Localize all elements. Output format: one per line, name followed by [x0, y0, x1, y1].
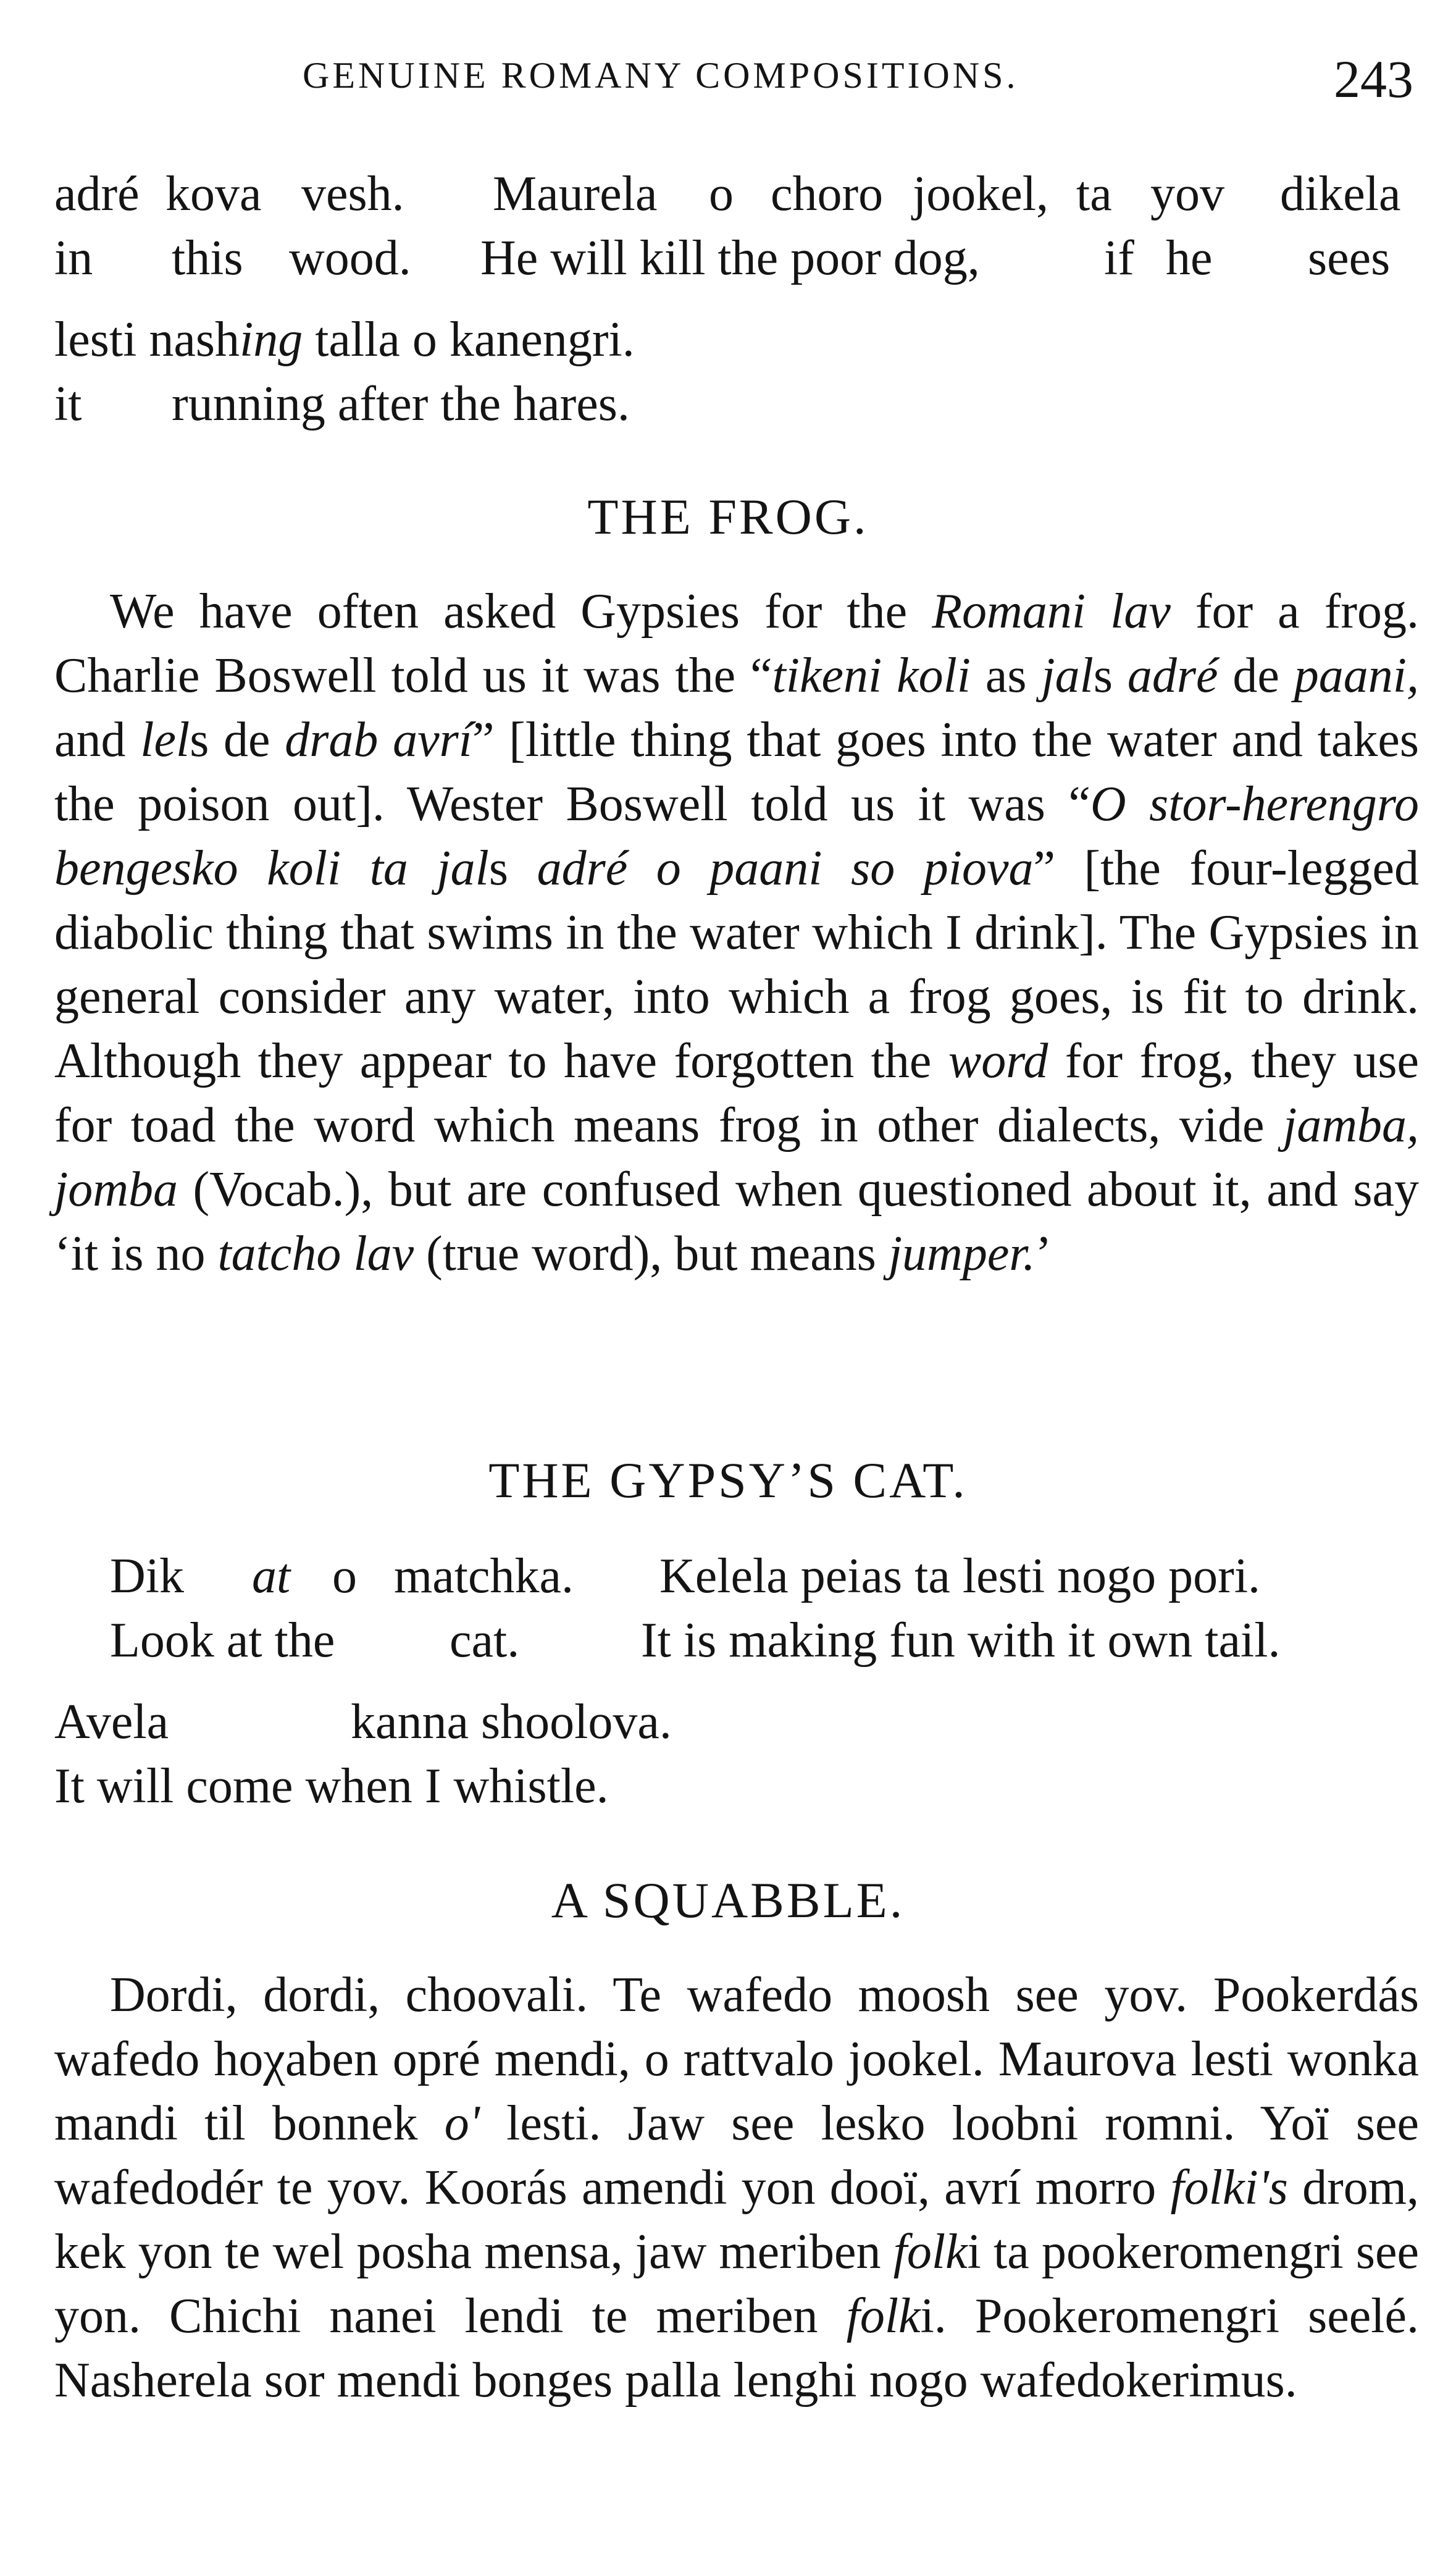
word: it: [54, 377, 82, 431]
section-heading-frog: THE FROG.: [587, 489, 869, 545]
frog-paragraph: [54, 579, 1419, 1286]
word: o: [332, 1549, 357, 1603]
word: ta: [1076, 167, 1112, 221]
word: cat.: [450, 1613, 520, 1668]
running-title: GENUINE ROMANY COMPOSITIONS.: [303, 55, 1019, 96]
page-header: [0, 48, 1456, 122]
word: he: [1166, 231, 1213, 285]
section-heading-squabble: A SQUABBLE.: [551, 1872, 905, 1928]
phrase: Look at the: [110, 1613, 335, 1668]
phrase: kanna shoolova.: [351, 1695, 672, 1749]
phrase: It will come when I whistle.: [54, 1759, 609, 1813]
word: adré: [54, 167, 140, 221]
word: sees: [1308, 231, 1391, 285]
section-heading-cat: THE GYPSY’S CAT.: [488, 1452, 968, 1508]
word: He will kill the poor dog,: [480, 231, 980, 285]
squabble-paragraph: [54, 1963, 1419, 2412]
word: yov: [1150, 167, 1224, 221]
paragraph: We have often asked Gypsies for the Romani lav for a frog. Charlie Boswell told us it was the “tikeni koli as jals adré de paani, and lels de drab avrí” [little thing that goes into the water and takes the poison out]. Wester Boswell told us it was “O stor-herengro bengesko koli ta jals adré o paani so piova” [the four-legged diabolic thing that swims in the water which I drink]. The Gypsies in general consider any water, into which a frog goes, is fit to drink. Although they appear to have forgotten the word for frog, they use for toad the word which means frog in other dialects, vide jamba, jomba (Vocab.), but are confused when questioned about it, and say ‘it is no tatcho lav (true word), but means jumper.’: [54, 584, 1420, 1281]
word: wood.: [289, 231, 411, 285]
word: choro: [771, 167, 884, 221]
word: dikela: [1280, 167, 1401, 221]
word: this: [172, 231, 243, 285]
word: o: [709, 167, 734, 221]
word: kova: [165, 167, 262, 221]
word: if: [1104, 231, 1134, 285]
word: in: [54, 231, 93, 285]
page-number: 243: [1334, 49, 1413, 109]
word: vesh.: [301, 167, 404, 221]
word: at: [252, 1549, 291, 1603]
word: matchka.: [394, 1549, 574, 1603]
paragraph: Dordi, dordi, choovali. Te wafedo moosh see yov. Pookerdás wafedo hoχaben opré mendi, o rattvalo jookel. Maurova lesti wonka mandi til bonnek o' lesti. Jaw see lesko loobni romni. Yoï see wafedodér te yov. Koorás amendi yon dooï, avrí morro folki's drom, kek yon te wel posha mensa, jaw meriben folki ta pookeromengri see yon. Chichi nanei lendi te meriben folki. Pookeromengri seelé. Nasherela sor mendi bonges palla lenghi nogo wafedokerimus.: [54, 1968, 1420, 2408]
phrase: lesti nashing talla o kanengri.: [54, 313, 635, 367]
phrase: It is making fun with it own tail.: [641, 1613, 1281, 1668]
word: Avela: [54, 1695, 169, 1749]
word: Maurela: [493, 167, 658, 221]
phrase: running after the hares.: [172, 377, 630, 431]
word: jookel,: [913, 167, 1048, 221]
phrase: Kelela peias ta lesti nogo pori.: [659, 1549, 1261, 1603]
word: Dik: [110, 1549, 184, 1603]
